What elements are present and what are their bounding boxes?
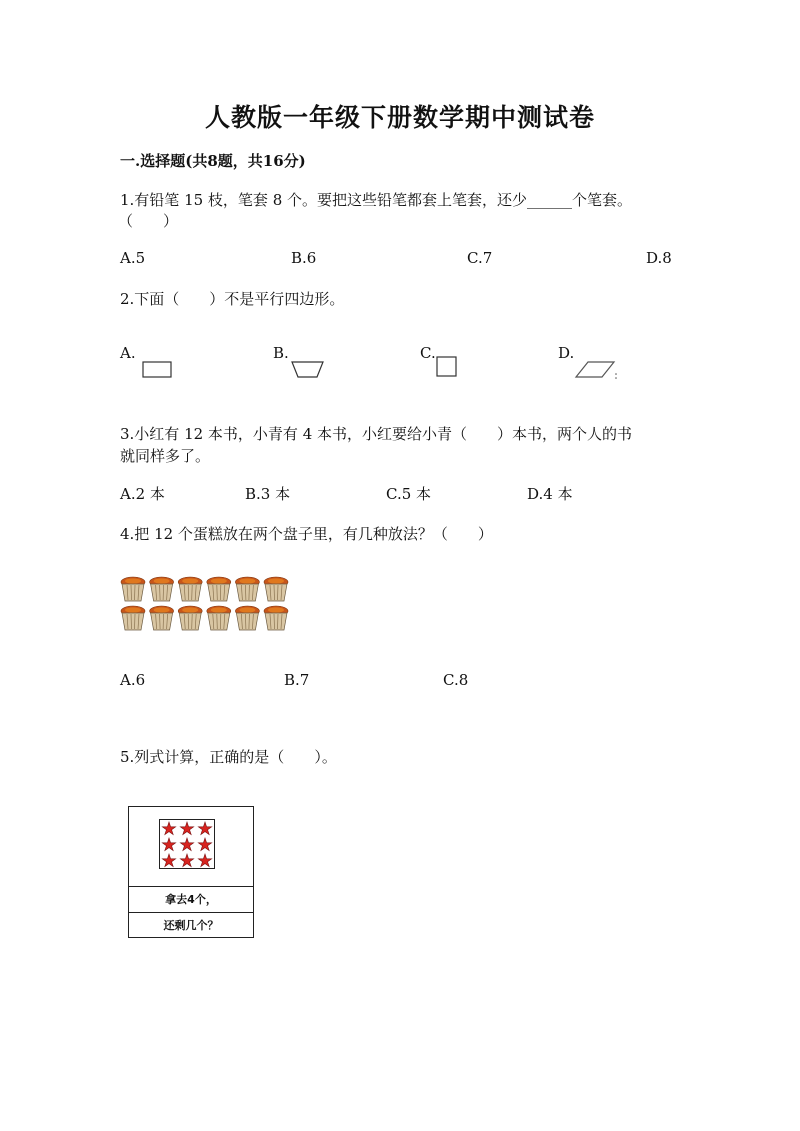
question-2-option-b[interactable]: B.	[273, 344, 289, 362]
question-3-option-b[interactable]: B.3 本	[245, 485, 291, 503]
question-1-option-c[interactable]: C.7	[467, 249, 493, 267]
question-3-option-a[interactable]: A.2 本	[120, 485, 165, 503]
question-1-text: 1.有铅笔 15 枝，笔套 8 个。要把这些铅笔都套上笔套，还少______个笔套。	[120, 191, 633, 209]
box-text-line-1: 拿去4个，	[129, 886, 253, 913]
question-2-option-a[interactable]: A.	[120, 344, 136, 362]
question-4-option-a[interactable]: A.6	[120, 671, 146, 689]
question-2-option-d[interactable]: D.	[558, 344, 575, 362]
page-title: 人教版一年级下册数学期中测试卷	[204, 103, 595, 132]
question-1-option-a[interactable]: A.5	[120, 249, 146, 267]
stars-problem-card	[128, 806, 254, 938]
question-3-text: 3.小红有 12 本书，小青有 4 本书，小红要给小青（ ）本书，两个人的书	[120, 425, 633, 443]
question-4-option-b[interactable]: B.7	[284, 671, 310, 689]
question-5-text: 5.列式计算，正确的是（ ）。	[120, 748, 337, 766]
box-text-line-2: 还剩几个？	[129, 912, 253, 939]
question-3-option-c[interactable]: C.5 本	[386, 485, 432, 503]
question-1-option-b[interactable]: B.6	[291, 249, 317, 267]
question-3-text-continued: 就同样多了。	[120, 447, 211, 465]
question-1-answer-blank: （ ）	[118, 212, 179, 230]
question-2-text: 2.下面（ ）不是平行四边形。	[120, 290, 345, 308]
parallelogram-icon	[574, 360, 620, 382]
question-4-text: 4.把 12 个蛋糕放在两个盘子里，有几种放法？（ ）	[120, 525, 493, 543]
section-heading: 一.选择题(共8题，共16分)	[120, 152, 306, 170]
square-icon	[436, 356, 460, 380]
cakes-image	[120, 575, 292, 633]
question-2-option-c[interactable]: C.	[420, 344, 436, 362]
question-4-option-c[interactable]: C.8	[443, 671, 469, 689]
question-1-option-d[interactable]: D.8	[646, 249, 672, 267]
stars-image	[159, 819, 215, 869]
question-3-option-d[interactable]: D.4 本	[527, 485, 573, 503]
trapezoid-icon	[290, 360, 326, 382]
rectangle-icon	[142, 360, 174, 380]
